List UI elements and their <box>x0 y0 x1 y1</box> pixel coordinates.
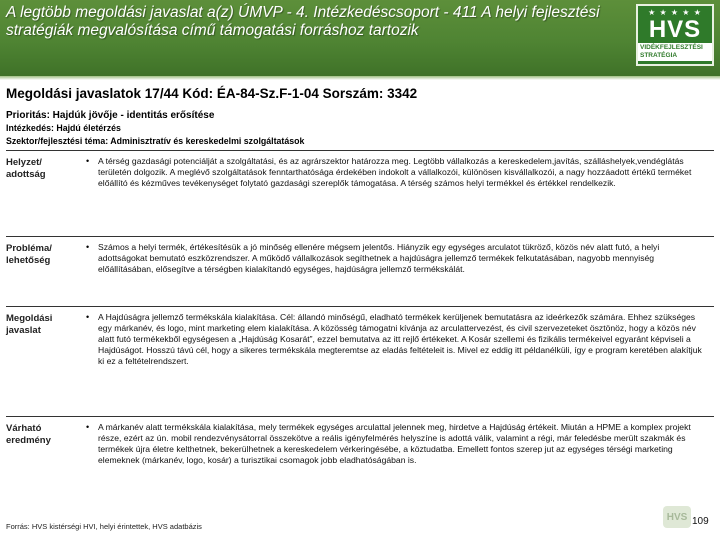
footer-logo: HVS <box>663 506 691 528</box>
logo-text: HVS <box>648 16 702 43</box>
bullet-icon: • <box>86 312 90 322</box>
bullet-icon: • <box>86 242 90 252</box>
section-problem <box>6 236 714 306</box>
footer-source: Forrás: HVS kistérségi HVI, helyi érintettek, HVS adatbázis <box>6 522 202 531</box>
section-text: Számos a helyi termék, értékesítésük a jó minőség ellenére mégsem jelentős. Hiányzik egy egységes arculatot tükröző, közös név alatt futó, a helyi adottságokat bemutató eszközrendszer. A működő vállalkozások segíthetnek a hajdúságra jellemző termékek felkutatásában, nagyobb mennyiség előállításában, elősegítve a térségben kialakítandó egységes, hajdúságra jellemző termékskálát. <box>98 242 660 274</box>
section-text: A térség gazdasági potenciálját a szolgáltatási, és az agrárszektor határozza meg. Legtöbb vállalkozás a kereskedelem,javítás, szálláshelyek,vendéglátás területén dolgozik. A meglévő szolgáltatások fenntarthatósága érdekében indokolt a vállalkozói, különösen kisvállalkozói, a nagy hozzáadott értékű terméket előállító és kézműves tevékenységet folytató gazdasági szereplők támogatása. A térség számos helyi termékkel és értékkel rendelkezik. <box>98 156 692 188</box>
page-number: 109 <box>692 516 709 527</box>
logo-subtitle: VIDÉKFEJLESZTÉSI STRATÉGIA <box>638 43 712 61</box>
bullet-icon: • <box>86 156 90 166</box>
header-title: A legtöbb megoldási javaslat a(z) ÚMVP - 4. Intézkedéscsoport - 411 A helyi fejlesztési stratégiák megvalósítása című támogatási forráshoz tartozik <box>6 4 600 39</box>
section-expected-result <box>6 416 714 516</box>
sector-line: Szektor/fejlesztési téma: Adminisztratív és kereskedelmi szolgáltatások <box>6 136 305 146</box>
section-label: Helyzet/ adottság <box>6 157 46 180</box>
section-label: Várható eredmény <box>6 423 51 446</box>
section-solution <box>6 306 714 416</box>
hvs-logo <box>636 4 714 66</box>
section-text: A Hajdúságra jellemző termékskála kialakítása. Cél: állandó minőségű, eladható termékek kerüljenek bemutatásra az ideérkezők számára. Ehhez szükséges egy márkanév, és logo, mint marketing elem kialakítása. A közösség támogatni kívánja az arculattervezést, és civil szervezeteket ösztönöz, hogy a közös név alatt futó termékekből egységesen a „Hajdúság Kosarát”, ezzel bemutatva az itt rejlő értékeket. A Kosár szellemi és fizikális termékeivel egyaránt képviseli a Hajdúságot. Hosszú távú cél, hogy a sikeres termékskála megteremtse az eladás feltételeit is. Mivel ez eddig itt példanélküli, így e program keretében alakítjuk ki ez a feltételrendszert. <box>98 312 702 366</box>
bullet-icon: • <box>86 422 90 432</box>
logo-stars: ★ ★ ★ ★ ★ <box>648 8 702 17</box>
header-divider <box>0 76 720 80</box>
intervention-line: Intézkedés: Hajdú életérzés <box>6 123 121 133</box>
page-title: Megoldási javaslatok 17/44 Kód: ÉA-84-Sz.F-1-04 Sorszám: 3342 <box>6 86 418 101</box>
section-text: A márkanév alatt termékskála kialakítása, mely termékek egységes arculattal jelennek meg, hirdetve a Hajdúság értékeit. Miután a HPME a komplex projekt része, ezért az ún. mobil rendezvénysátorral összekötve a reális igényfelmérés helyszíne is adottá válik, valamint a régi, már feledésbe merült szakmák és termékek újra életre kelthetnek, bekerülhetnek a kereskedelem vérkeringésébe, a köztudatba. Emellett fontos szerep jut az egységes térségi marketing elemeknek (márkanév, logo, kosár) a turisztikai csomagok jobb eladhatóságában is. <box>98 422 691 465</box>
section-situation <box>6 150 714 236</box>
section-label: Megoldási javaslat <box>6 313 53 336</box>
header-banner <box>0 0 720 76</box>
priority-line: Prioritás: Hajdúk jövője - identitás erősítése <box>6 110 215 121</box>
section-label: Probléma/ lehetőség <box>6 243 52 266</box>
